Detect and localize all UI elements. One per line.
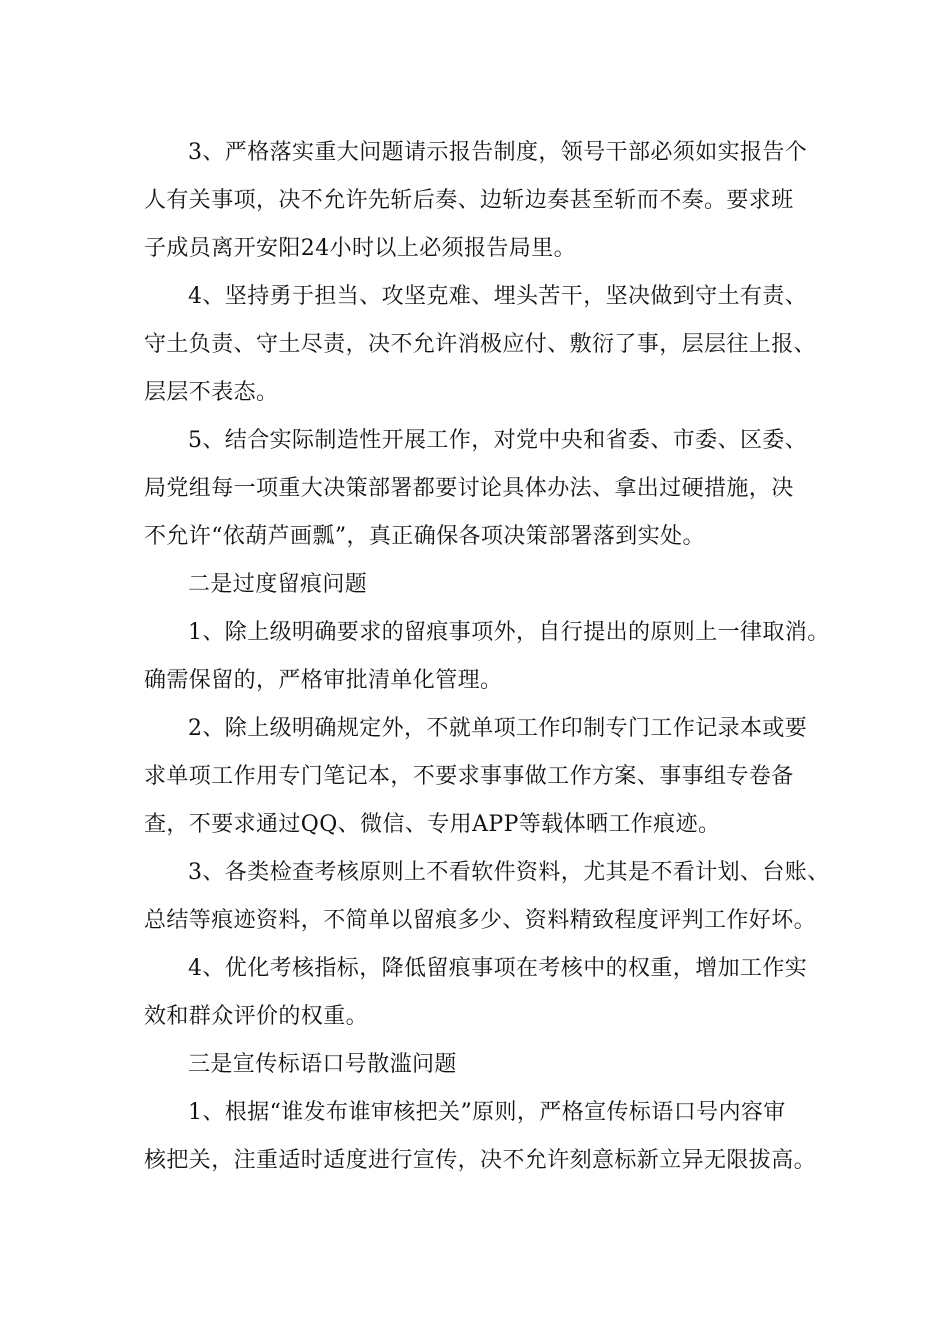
text-line: 2、除上级明确规定外，不就单项工作印制专门工作记录本或要 [188,716,808,741]
text-line: 4、优化考核指标，降低留痕事项在考核中的权重，增加工作实 [188,956,808,981]
text-line: 核把关，注重适时适度进行宣传，决不允许刻意标新立异无限拔高。 [144,1148,817,1173]
section-heading: 二是过度留痕问题 [188,572,368,597]
text-line: 确需保留的，严格审批清单化管理。 [144,668,503,693]
text-line: 3、各类检查考核原则上不看软件资料，尤其是不看计划、台账、 [188,860,830,885]
text-line: 人有关事项，决不允许先斩后奏、边斩边奏甚至斩而不奏。要求班 [144,188,794,213]
text-line: 守土负责、守土尽责，决不允许消极应付、敷衍了事，层层往上报、 [144,332,817,357]
text-line: 1、根据“谁发布谁审核把关”原则，严格宣传标语口号内容审 [188,1100,786,1125]
text-line: 5、结合实际制造性开展工作，对党中央和省委、市委、区委、 [188,428,808,453]
text-line: 4、坚持勇于担当、攻坚克难、埋头苦干，坚决做到守土有责、 [188,284,808,309]
text-line: 1、除上级明确要求的留痕事项外，自行提出的原则上一律取消。 [188,620,830,645]
section-heading: 三是宣传标语口号散滥问题 [188,1052,457,1077]
text-line: 局党组每一项重大决策部署都要讨论具体办法、拿出过硬措施，决 [144,476,794,501]
text-line: 子成员离开安阳24小时以上必须报告局里。 [144,236,576,261]
text-line: 层层不表态。 [144,380,279,405]
text-line: 效和群众评价的权重。 [144,1004,369,1029]
text-line: 3、严格落实重大问题请示报告制度，领号干部必须如实报告个 [188,140,808,165]
text-line: 查，不要求通过QQ、微信、专用APP等载体晒工作痕迹。 [144,812,721,837]
text-line: 总结等痕迹资料，不简单以留痕多少、资料精致程度评判工作好坏。 [144,908,817,933]
text-line: 求单项工作用专门笔记本，不要求事事做工作方案、事事组专卷备 [144,764,794,789]
text-line: 不允许“依葫芦画瓢”，真正确保各项决策部署落到实处。 [144,524,705,549]
